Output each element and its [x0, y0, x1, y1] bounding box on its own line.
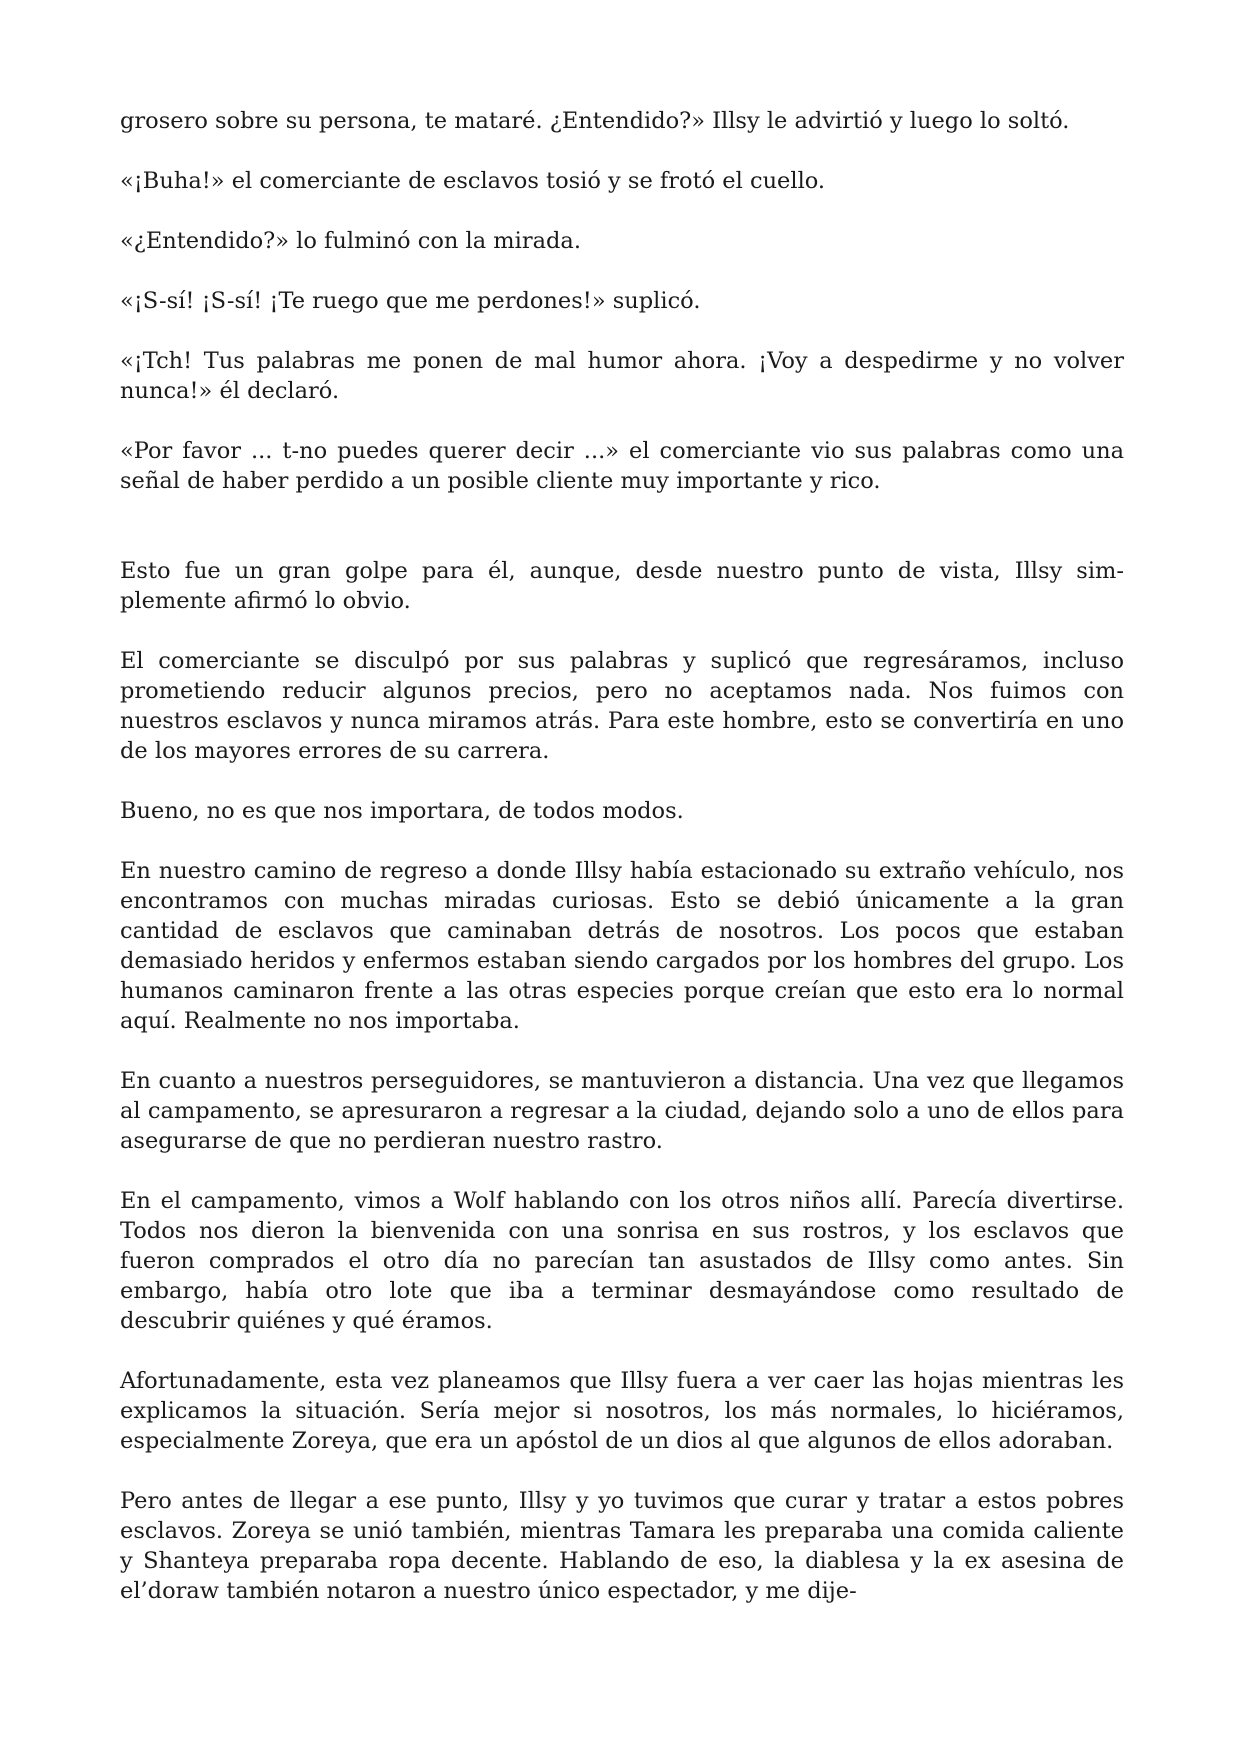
- paragraph: «¡S-sí! ¡S-sí! ¡Te ruego que me perdones!» suplicó.: [120, 288, 701, 314]
- paragraph: En cuanto a nuestros perseguidores, se mantuvieron a distancia. Una vez que llegamos al campamento, se apresuraron a regresar a la ciudad, dejando solo a uno de ellos para asegurarse de que no perdieran nuestro rastro.: [120, 1068, 1124, 1154]
- document-page: [120, 106, 1124, 1606]
- paragraph: Pero antes de llegar a ese punto, Illsy y yo tuvimos que curar y tratar a estos pobres esclavos. Zoreya se unió también, mientras Tamara les preparaba una comida caliente y Shanteya preparaba ropa decente. Hablando de eso, la diablesa y la ex asesina de el’doraw también notaron a nuestro único espectador, y me dije-: [120, 1488, 1124, 1604]
- paragraph: Afortunadamente, esta vez planeamos que Illsy fuera a ver caer las hojas mientras les explicamos la situación. Sería mejor si nosotros, los más normales, lo hiciéramos, especialmente Zoreya, que era un apóstol de un dios al que algunos de ellos adoraban.: [120, 1368, 1124, 1454]
- paragraph: «¿Entendido?» lo fulminó con la mirada.: [120, 228, 581, 254]
- paragraph: El comerciante se disculpó por sus palabras y suplicó que regresáramos, incluso prometiendo reducir algunos precios, pero no aceptamos nada. Nos fuimos con nuestros esclavos y nunca miramos atrás. Para este hombre, esto se convertiría en uno de los mayores errores de su carrera.: [120, 648, 1124, 764]
- paragraph: «¡Tch! Tus palabras me ponen de mal humor ahora. ¡Voy a despedirme y no volver nunca!» él declaró.: [120, 348, 1124, 404]
- paragraph: Bueno, no es que nos importara, de todos modos.: [120, 798, 684, 824]
- paragraph: Esto fue un gran golpe para él, aunque, desde nuestro punto de vista, Illsy simplemente afirmó lo obvio.: [120, 558, 1124, 614]
- paragraph: grosero sobre su persona, te mataré. ¿Entendido?» Illsy le advirtió y luego lo soltó.: [120, 108, 1070, 134]
- paragraph: «Por favor ... t-no puedes querer decir ...» el comerciante vio sus palabras como una señal de haber perdido a un posible cliente muy importante y rico.: [120, 438, 1124, 494]
- paragraph: «¡Buha!» el comerciante de esclavos tosió y se frotó el cuello.: [120, 168, 826, 194]
- paragraph: En nuestro camino de regreso a donde Illsy había estacionado su extraño vehículo, nos encontramos con muchas miradas curiosas. Esto se debió únicamente a la gran cantidad de esclavos que caminaban detrás de nosotros. Los pocos que estaban demasiado heridos y enfermos estaban siendo cargados por los hombres del grupo. Los humanos caminaron frente a las otras especies porque creían que esto era lo normal aquí. Realmente no nos importaba.: [120, 858, 1124, 1034]
- paragraph: En el campamento, vimos a Wolf hablando con los otros niños allí. Parecía divertirse. Todos nos dieron la bienvenida con una sonrisa en sus rostros, y los esclavos que fueron comprados el otro día no parecían tan asustados de Illsy como antes. Sin embargo, había otro lote que iba a terminar desmayándose como resultado de descubrir quiénes y qué éramos.: [120, 1188, 1124, 1334]
